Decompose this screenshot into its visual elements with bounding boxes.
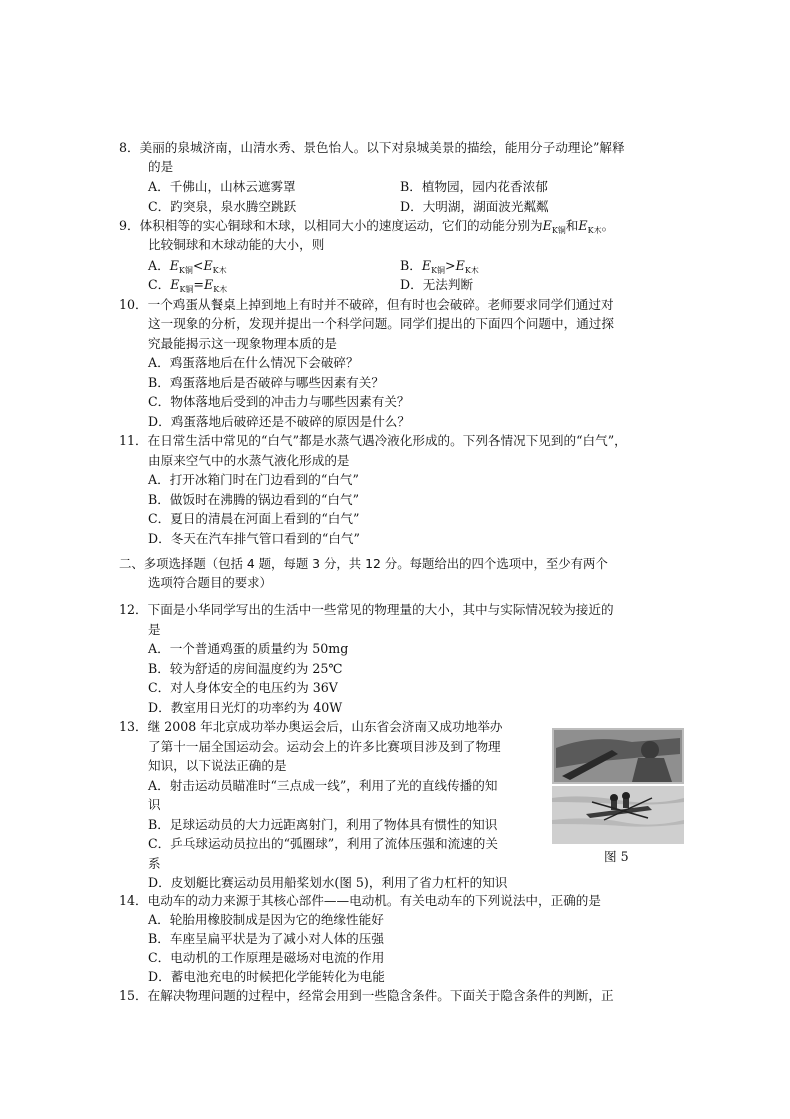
q8-option-a: A．千佛山，山林云遮雾罩 — [148, 179, 296, 194]
q10-option-b: B．鸡蛋落地后是否破碎与哪些因素有关？ — [148, 375, 384, 390]
q12-option-c: C．对人身体安全的电压约为 36V — [148, 680, 338, 695]
q11-option-c: C．夏日的清晨在河面上看到的“白气” — [148, 511, 360, 526]
q8-option-c: C．趵突泉，泉水腾空跳跃 — [148, 199, 297, 214]
q11-option-b: B．做饭时在沸腾的锅边看到的“白气” — [148, 492, 360, 507]
q10-option-d: D．鸡蛋落地后破碎还是不破碎的原因是什么？ — [148, 414, 410, 429]
q9-option-b: B．$E_{K铜}>E_{K木}$ — [400, 258, 479, 275]
q10-option-a: A．鸡蛋落地后在什么情况下会破碎？ — [148, 355, 359, 370]
q12-option-a: A．一个普通鸡蛋的质量约为 50mg — [148, 641, 349, 656]
q14-option-d: D．蓄电池充电的时候把化学能转化为电能 — [148, 969, 385, 984]
q13-option-c: C．乒乓球运动员拉出的“弧圈球”，利用了流体压强和流速的关 — [148, 836, 498, 851]
q8-stem: 8．美丽的泉城济南，山清水秀、景色怡人。以下对泉城美景的描绘，能用分子动理论”解释 — [119, 140, 625, 155]
q15-stem: 15．在解决物理问题的过程中，经常会用到一些隐含条件。下面关于隐含条件的判断，正 — [119, 988, 614, 1003]
q13-option-c-cont: 系 — [148, 856, 161, 871]
q13-option-d: D．皮划艇比赛运动员用船桨划水(图 5)，利用了省力杠杆的知识 — [148, 875, 508, 890]
q9-option-a: A．$E_{K铜}<E_{K木}$ — [148, 258, 227, 275]
q12-stem-cont: 是 — [148, 622, 161, 637]
q14-option-a: A．轮胎用橡胶制成是因为它的绝缘性能好 — [148, 912, 384, 927]
section-2-header-cont: 选项符合题目的要求） — [148, 575, 272, 590]
q13-stem: 13．继 2008 年北京成功举办奥运会后，山东省会济南又成功地举办 — [119, 719, 503, 734]
q11-option-d: D．冬天在汽车排气管口看到的“白气” — [148, 531, 360, 546]
rowing-illustration — [552, 728, 684, 844]
q13-stem-cont1: 了第十一届全国运动会。运动会上的许多比赛项目涉及到了物理 — [148, 739, 501, 754]
q10-stem-cont2: 究最能揭示这一现象物理本质的是 — [148, 336, 337, 351]
q12-option-b: B．较为舒适的房间温度约为 25℃ — [148, 661, 343, 676]
q8-option-d: D．大明湖，湖面波光粼粼 — [400, 199, 549, 214]
q14-stem: 14．电动车的动力来源于其核心部件——电动机。有关电动车的下列说法中，正确的是 — [119, 893, 601, 908]
q8-option-b: B．植物园，园内花香浓郁 — [400, 179, 548, 194]
figure-5-rowing-photo — [552, 728, 684, 844]
q14-option-c: C．电动机的工作原理是磁场对电流的作用 — [148, 950, 385, 965]
q11-stem: 11．在日常生活中常见的“白气”都是水蒸气遇冷液化形成的。下列各情况下见到的“白气”， — [119, 433, 627, 448]
q11-option-a: A．打开冰箱门时在门边看到的“白气” — [148, 472, 359, 487]
q13-stem-cont2: 知识，以下说法正确的是 — [148, 758, 287, 773]
q11-stem-cont: 由原来空气中的水蒸气液化形成的是 — [148, 453, 350, 468]
q10-option-c: C．物体落地后受到的冲击力与哪些因素有关？ — [148, 394, 410, 409]
q13-option-b: B．足球运动员的大力远距离射门，利用了物体具有惯性的知识 — [148, 817, 498, 832]
q9-stem-cont: 比较铜球和木球动能的大小，则 — [148, 237, 325, 252]
q10-stem: 10．一个鸡蛋从餐桌上掉到地上有时并不破碎，但有时也会破碎。老师要求同学们通过对 — [119, 297, 614, 312]
q9-option-d: D．无法判断 — [400, 277, 474, 292]
q12-option-d: D．教室用日光灯的功率约为 40W — [148, 700, 343, 715]
q9-stem: 9．体积相等的实心铜球和木球，以相同大小的速度运动，它们的动能分别为$E_{K铜}$和$E_{K木}$。 — [119, 218, 615, 235]
q9-option-c: C．$E_{K铜}=E_{K木}$ — [148, 277, 228, 294]
q8-stem-cont: 的是 — [148, 159, 174, 174]
q13-option-a: A．射击运动员瞄准时“三点成一线”，利用了光的直线传播的知 — [148, 778, 498, 793]
figure-5-caption: 图 5 — [604, 849, 629, 864]
q10-stem-cont1: 这一现象的分析，发现并提出一个科学问题。同学们提出的下面四个问题中，通过探 — [148, 316, 614, 331]
q14-option-b: B．车座呈扁平状是为了减小对人体的压强 — [148, 931, 384, 946]
section-2-header: 二、多项选择题（包括 4 题，每题 3 分，共 12 分。每题给出的四个选项中，至少有两个 — [119, 556, 608, 571]
q12-stem: 12．下面是小华同学写出的生活中一些常见的物理量的大小，其中与实际情况较为接近的 — [119, 602, 614, 617]
q13-option-a-cont: 识 — [148, 797, 161, 812]
